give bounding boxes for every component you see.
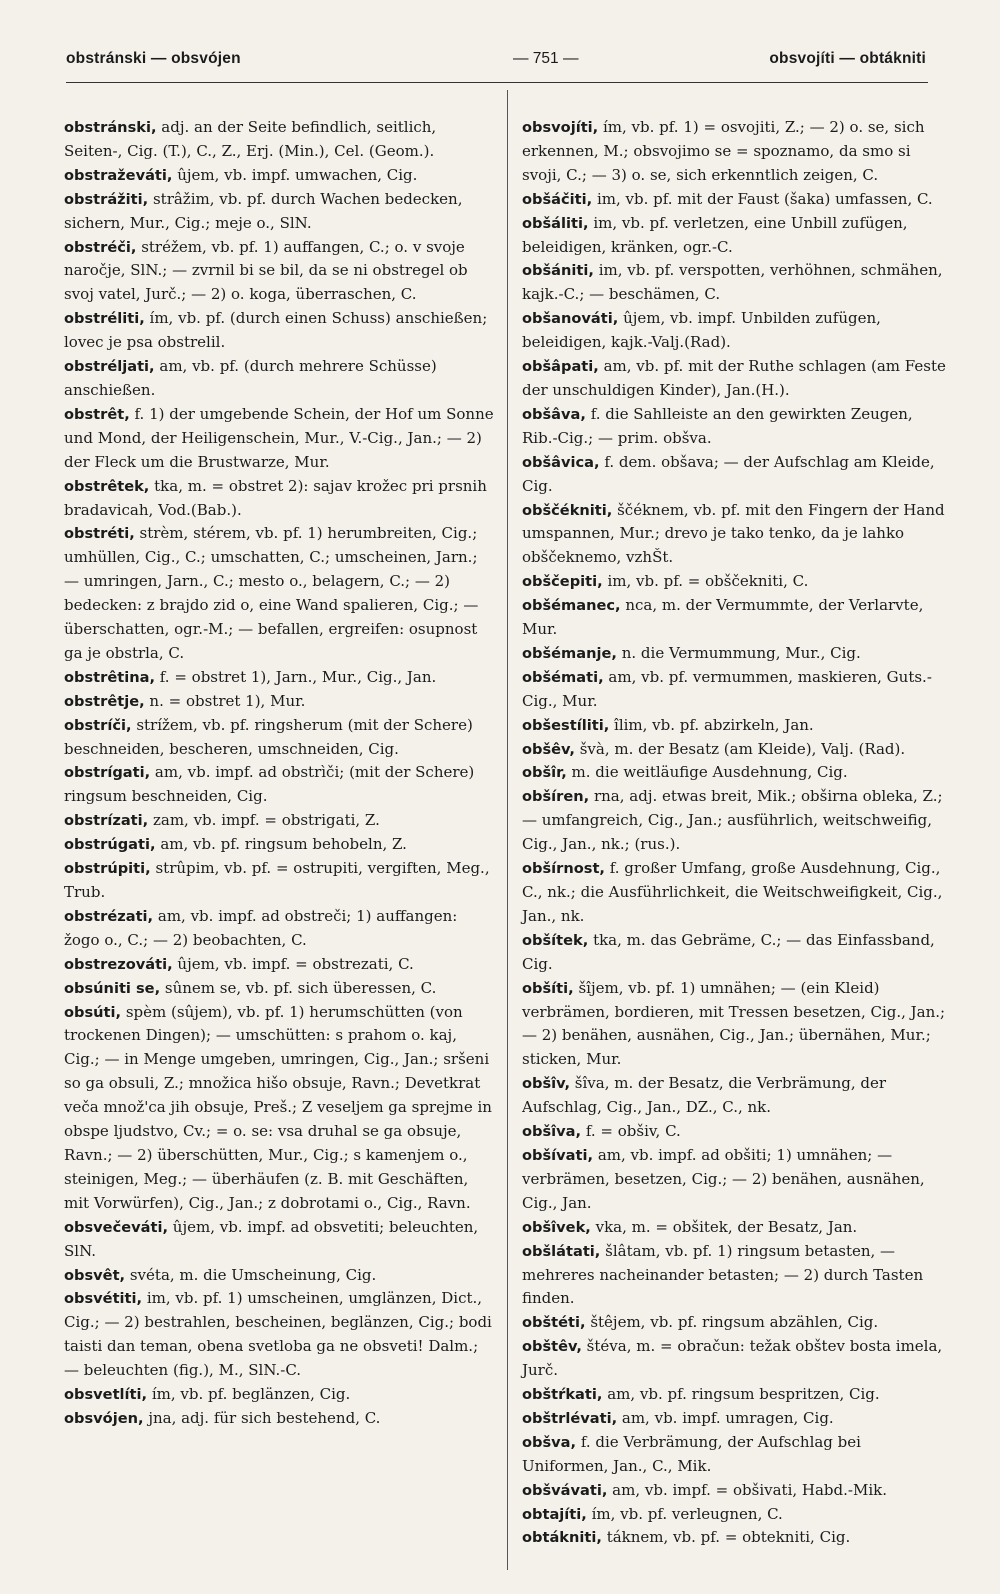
entry-definition: šîva, m. der Besatz, die Verbrämung, der Aufschlag, Cig., Jan., DZ., C., nk.: [522, 1074, 887, 1117]
entry-headword: obsúniti se,: [64, 979, 161, 997]
entry-definition: im, vb. pf. verspotten, verhöhnen, schmähen, kajk.-C.; — beschämen, C.: [522, 261, 943, 304]
entry-headword: obštŕkati,: [522, 1386, 603, 1404]
entry-definition: ščéknem, vb. pf. mit den Fingern der Hand umspannen, Mur.; drevo je tako tenko, da je lahko obščeknemo, vzhŠt.: [522, 500, 945, 567]
entry-definition: jna, adj. für sich bestehend, C.: [143, 1408, 381, 1427]
header-rule: [66, 82, 928, 83]
dictionary-entry: [522, 1335, 952, 1383]
entry-definition: f. = obstret 1), Jarn., Mur., Cig., Jan.: [155, 667, 437, 686]
entry-definition: strèm, stérem, vb. pf. 1) herumbreiten, Cig.; umhüllen, Cig., C.; umschatten, C.; umscheinen, Jarn.; — umringen, Jarn., C.; mesto o., belagern, C.; — 2) bedecken: z brajdo zid o, eine Wand spalieren, Cig.; — überschatten, ogr.-M.; — befallen, ergreifen: osupnost ga je obstrla, C.: [64, 524, 479, 662]
dictionary-entry: [522, 1431, 952, 1479]
dictionary-entry: [64, 1383, 494, 1407]
entry-headword: obstríči,: [64, 716, 132, 734]
entry-headword: obšíti,: [522, 979, 574, 997]
entry-headword: obstránski,: [64, 119, 157, 136]
entry-headword: obšlátati,: [522, 1242, 601, 1260]
entry-headword: obšíren,: [522, 788, 590, 806]
dictionary-entry: [522, 929, 952, 977]
entry-headword: obšîr,: [522, 764, 567, 782]
dictionary-entry: [522, 188, 952, 212]
dictionary-entry: [522, 594, 952, 642]
dictionary-entry: [64, 1264, 494, 1288]
entry-definition: šlâtam, vb. pf. 1) ringsum betasten, — mehreres nacheinander betasten; — 2) durch Tasten finden.: [522, 1241, 924, 1308]
entry-definition: strûpim, vb. pf. = ostrupiti, vergiften, Meg., Trub.: [64, 859, 490, 901]
entry-definition: f. großer Umfang, große Ausdehnung, Cig., C., nk.; die Ausführlichkeit, die Weitschweifigkeit, Cig., Jan., nk.: [522, 859, 943, 925]
entry-headword: obtákniti,: [522, 1529, 602, 1547]
entry-definition: am, vb. pf. ringsum bespritzen, Cig.: [602, 1385, 880, 1404]
dictionary-entry: [522, 355, 952, 403]
dictionary-entry: [64, 690, 494, 714]
entry-headword: obsvétiti,: [64, 1290, 143, 1308]
dictionary-entry: [522, 1407, 952, 1431]
page-number: — 751 —: [513, 50, 579, 67]
dictionary-entry: [522, 570, 952, 594]
dictionary-entry: [64, 1216, 494, 1264]
dictionary-entry: [64, 475, 494, 523]
entry-headword: obstrêtina,: [64, 668, 155, 686]
entry-headword: obstrízati,: [64, 812, 149, 830]
entry-headword: obšâpati,: [522, 358, 599, 376]
entry-definition: ûjem, vb. impf. ad obsvetiti; beleuchten, SlN.: [64, 1217, 479, 1260]
entry-headword: obštêv,: [522, 1338, 582, 1356]
entry-headword: obšva,: [522, 1433, 577, 1451]
dictionary-entry: [522, 1072, 952, 1120]
entry-definition: ûjem, vb. impf. = obstrezati, C.: [172, 954, 414, 973]
header-left-guideword: obstránski — obsvójen: [66, 50, 241, 67]
entry-definition: sûnem se, vb. pf. sich überessen, C.: [160, 978, 437, 997]
entry-definition: ím, vb. pf. beglänzen, Cig.: [147, 1385, 351, 1404]
column-divider: [507, 90, 508, 1570]
dictionary-entry: [64, 809, 494, 833]
entry-headword: obstrúgati,: [64, 836, 156, 854]
dictionary-entry: [64, 1287, 494, 1383]
entry-definition: f. 1) der umgebende Schein, der Hof um Sonne und Mond, der Heiligenschein, Mur., V.-Cig., Jan.; — 2) der Fleck um die Brustwarze, Mur.: [64, 404, 494, 471]
dictionary-entry: [522, 1479, 952, 1503]
entry-definition: im, vb. pf. = obščekniti, C.: [602, 572, 809, 591]
entry-headword: obšívati,: [522, 1146, 594, 1164]
entry-headword: obšáčiti,: [522, 190, 593, 208]
entry-headword: obstrezováti,: [64, 955, 173, 973]
dictionary-entry: [64, 188, 494, 236]
entry-headword: obštrlévati,: [522, 1409, 618, 1427]
dictionary-entry: [522, 403, 952, 451]
entry-headword: obšestíliti,: [522, 716, 610, 734]
dictionary-entry: [522, 1503, 952, 1527]
entry-headword: obstréljati,: [64, 358, 155, 376]
entry-headword: obstraževáti,: [64, 166, 173, 184]
dictionary-entry: [522, 1144, 952, 1216]
dictionary-entry: [522, 116, 952, 188]
dictionary-entry: [64, 236, 494, 308]
entry-definition: švà, m. der Besatz (am Kleide), Valj. (Rad).: [574, 739, 906, 758]
entry-headword: obstrézati,: [64, 907, 154, 925]
entry-definition: am, vb. impf. ad obšiti; 1) umnähen; — verbrämen, besetzen, Cig.; — 2) benähen, ausnähen, Cig., Jan.: [522, 1145, 925, 1212]
entry-definition: tka, m. das Gebräme, C.; — das Einfassband, Cig.: [522, 930, 935, 973]
entry-definition: îlim, vb. pf. abzirkeln, Jan.: [609, 715, 814, 734]
dictionary-entry: [522, 1311, 952, 1335]
dictionary-entry: [522, 666, 952, 714]
entry-headword: obsvêt,: [64, 1266, 126, 1284]
entry-definition: táknem, vb. pf. = obtekniti, Cig.: [601, 1528, 851, 1547]
entry-definition: f. dem. obšava; — der Aufschlag am Kleide, Cig.: [522, 452, 935, 495]
dictionary-entry: [522, 1526, 952, 1550]
entry-headword: obsvečeváti,: [64, 1218, 169, 1236]
entry-definition: f. = obšiv, C.: [581, 1122, 681, 1141]
dictionary-entry: [64, 857, 494, 905]
dictionary-entry: [522, 761, 952, 785]
entry-headword: obšítek,: [522, 931, 589, 949]
entry-definition: f. die Sahlleiste an den gewirkten Zeugen, Rib.-Cig.; — prim. obšva.: [522, 404, 913, 447]
dictionary-entry: [522, 642, 952, 666]
dictionary-entry: [64, 1407, 494, 1431]
entry-definition: ím, vb. pf. 1) = osvojiti, Z.; — 2) o. se, sich erkennen, M.; obsvojimo se = spoznamo, da smo si svoji, C.; — 3) o. se, sich erkenntlich zeigen, C.: [522, 118, 925, 184]
entry-definition: strâžim, vb. pf. durch Wachen bedecken, sichern, Mur., Cig.; meje o., SlN.: [64, 189, 463, 232]
entry-headword: obšémanje,: [522, 644, 617, 662]
entry-definition: štêjem, vb. pf. ringsum abzählen, Cig.: [585, 1313, 879, 1332]
entry-headword: obstrúpiti,: [64, 860, 151, 878]
entry-headword: obšîva,: [522, 1123, 582, 1141]
dictionary-entry: [522, 1383, 952, 1407]
entry-definition: am, vb. impf. = obšivati, Habd.-Mik.: [607, 1480, 887, 1499]
dictionary-entry: [522, 1240, 952, 1312]
entry-headword: obstrêtek,: [64, 477, 150, 495]
dictionary-entry: [522, 1216, 952, 1240]
dictionary-entry: [522, 1120, 952, 1144]
dictionary-entry: [64, 714, 494, 762]
entry-definition: strížem, vb. pf. ringsherum (mit der Schere) beschneiden, bescheren, umschneiden, Cig.: [64, 715, 473, 758]
entry-definition: štéva, m. = obračun: težak obštev bosta imela, Jurč.: [522, 1337, 943, 1380]
entry-definition: šîjem, vb. pf. 1) umnähen; — (ein Kleid) verbrämen, bordieren, mit Tressen besetzen, Cig., Jan.; — 2) benähen, ausnähen, Cig., Jan.; übernähen, Mur.; sticken, Mur.: [522, 978, 946, 1069]
entry-definition: zam, vb. impf. = obstrigati, Z.: [148, 811, 380, 830]
dictionary-entry: [64, 761, 494, 809]
dictionary-entry: [64, 307, 494, 355]
entry-headword: obšîv,: [522, 1075, 571, 1093]
dictionary-entry: [64, 977, 494, 1001]
entry-headword: obštéti,: [522, 1314, 586, 1332]
entry-definition: svéta, m. die Umscheinung, Cig.: [125, 1265, 377, 1284]
entry-headword: obstréliti,: [64, 310, 145, 328]
entry-headword: obščepiti,: [522, 573, 603, 591]
dictionary-entry: [64, 833, 494, 857]
dictionary-entry: [522, 977, 952, 1073]
header-right-guideword: obsvojíti — obtákniti: [769, 50, 926, 67]
entry-headword: obsvetlíti,: [64, 1386, 148, 1404]
entry-definition: stréžem, vb. pf. 1) auffangen, C.; o. v svoje naročje, SlN.; — zvrnil bi se bil, da se ni obstregel ob svoj vatel, Jurč.; — 2) o. koga, überraschen, C.: [64, 237, 468, 304]
dictionary-entry: [64, 953, 494, 977]
dictionary-entry: [64, 355, 494, 403]
entry-definition: am, vb. pf. vermummen, maskieren, Guts.-Cig., Mur.: [522, 667, 932, 710]
dictionary-entry: [522, 738, 952, 762]
entry-definition: m. die weitläufige Ausdehnung, Cig.: [566, 763, 848, 782]
entry-definition: am, vb. impf. umragen, Cig.: [617, 1408, 834, 1427]
entry-definition: am, vb. impf. ad obstrìči; (mit der Schere) ringsum beschneiden, Cig.: [64, 763, 475, 806]
entry-definition: ûjem, vb. impf. umwachen, Cig.: [172, 165, 418, 184]
right-column: [522, 116, 952, 1550]
entry-definition: im, vb. pf. verletzen, eine Unbill zufügen, beleidigen, kränken, ogr.-C.: [522, 213, 908, 256]
entry-definition: n. = obstret 1), Mur.: [144, 691, 306, 710]
entry-headword: obšémati,: [522, 668, 604, 686]
entry-headword: obšâva,: [522, 405, 586, 423]
entry-headword: obstréti,: [64, 525, 135, 543]
entry-headword: obstrêtje,: [64, 692, 145, 710]
entry-headword: obšanováti,: [522, 310, 619, 328]
entry-definition: ím, vb. pf. (durch einen Schuss) anschießen; lovec je psa obstrelil.: [64, 309, 488, 352]
entry-headword: obščékniti,: [522, 501, 613, 519]
entry-definition: f. die Verbrämung, der Aufschlag bei Uniformen, Jan., C., Mik.: [522, 1432, 861, 1475]
entry-headword: obšêv,: [522, 740, 575, 758]
entry-definition: rna, adj. etwas breit, Mik.; obširna obleka, Z.; — umfangreich, Cig., Jan.; ausführlich, weitschweifig, Cig., Jan., nk.; (rus.).: [522, 787, 943, 854]
entry-headword: obsvójen,: [64, 1409, 144, 1427]
entry-definition: spèm (sûjem), vb. pf. 1) herumschütten (von trockenen Dingen); — umschütten: s prahom o. kaj, Cig.; — in Menge umgeben, umringen, Cig., Jan.; sršeni so ga obsuli, Z.; množica hišo obsuje, Ravn.; Devetkrat veča množ'ca jih obsuje, Preš.; Z veseljem ga sprejme in obspe ljudstvo, Cv.; = o. se: vsa druhal se ga obsuje, Ravn.; — 2) überschütten, Mur., Cig.; s kamenjem o., steinigen, Meg.; — überhäufen (z. B. mit Geschäften, mit Vorwürfen), Cig., Jan.; z dobrotami o., Cig., Ravn.: [64, 1002, 492, 1212]
entry-headword: obsvojíti,: [522, 119, 599, 136]
entry-definition: vka, m. = obšitek, der Besatz, Jan.: [590, 1217, 858, 1236]
entry-definition: am, vb. impf. ad obstreči; 1) auffangen: žogo o., C.; — 2) beobachten, C.: [64, 906, 458, 949]
dictionary-entry: [64, 164, 494, 188]
entry-headword: obšírnost,: [522, 860, 605, 878]
entry-headword: obšáliti,: [522, 214, 589, 232]
entry-definition: ûjem, vb. impf. Unbilden zufügen, beleidigen, kajk.-Valj.(Rad).: [522, 309, 881, 352]
entry-headword: obstréči,: [64, 238, 137, 256]
entry-headword: obšâvica,: [522, 453, 600, 471]
entry-headword: obstrážiti,: [64, 190, 149, 208]
dictionary-entry: [64, 666, 494, 690]
entry-definition: adj. an der Seite befindlich, seitlich, Seiten-, Cig. (T.), C., Z., Erj. (Min.), Cel. (Geom.).: [64, 118, 437, 160]
dictionary-entry: [522, 857, 952, 929]
entry-definition: tka, m. = obstret 2): sajav krožec pri prsnih bradavicah, Vod.(Bab.).: [64, 476, 487, 519]
entry-headword: obsúti,: [64, 1003, 122, 1021]
entry-headword: obšîvek,: [522, 1218, 591, 1236]
dictionary-entry: [522, 499, 952, 571]
entry-definition: im, vb. pf. 1) umscheinen, umglänzen, Dict., Cig.; — 2) bestrahlen, bescheinen, beglänzen, Cig.; bodi taisti dan teman, obena svetloba ga ne obsveti! Dalm.; — beleuchten (fig.), M., SlN.-C.: [64, 1289, 492, 1380]
entry-headword: obšvávati,: [522, 1481, 608, 1499]
dictionary-entry: [522, 259, 952, 307]
entry-definition: am, vb. pf. ringsum behobeln, Z.: [155, 835, 407, 854]
dictionary-entry: [522, 714, 952, 738]
dictionary-entry: [522, 451, 952, 499]
dictionary-entry: [522, 212, 952, 260]
dictionary-entry: [64, 116, 494, 164]
entry-definition: am, vb. pf. mit der Ruthe schlagen (am Feste der unschuldigen Kinder), Jan.(H.).: [522, 357, 946, 399]
entry-headword: obstrígati,: [64, 764, 151, 782]
entry-headword: obšémanec,: [522, 597, 621, 615]
entry-definition: im, vb. pf. mit der Faust (šaka) umfassen, C.: [592, 189, 933, 208]
entry-headword: obstrêt,: [64, 405, 130, 423]
entry-definition: n. die Vermummung, Mur., Cig.: [616, 643, 861, 662]
entry-definition: am, vb. pf. (durch mehrere Schüsse) anschießen.: [64, 357, 437, 399]
page-header: [66, 50, 926, 78]
entry-definition: nca, m. der Vermummte, der Verlarvte, Mur.: [522, 596, 924, 639]
dictionary-entry: [522, 307, 952, 355]
dictionary-entry: [64, 403, 494, 475]
entry-headword: obšániti,: [522, 262, 594, 280]
dictionary-entry: [64, 1001, 494, 1216]
dictionary-entry: [64, 522, 494, 665]
entry-headword: obtajíti,: [522, 1505, 587, 1523]
dictionary-entry: [522, 785, 952, 857]
dictionary-entry: [64, 905, 494, 953]
entry-definition: ím, vb. pf. verleugnen, C.: [586, 1504, 783, 1523]
left-column: [64, 116, 494, 1431]
